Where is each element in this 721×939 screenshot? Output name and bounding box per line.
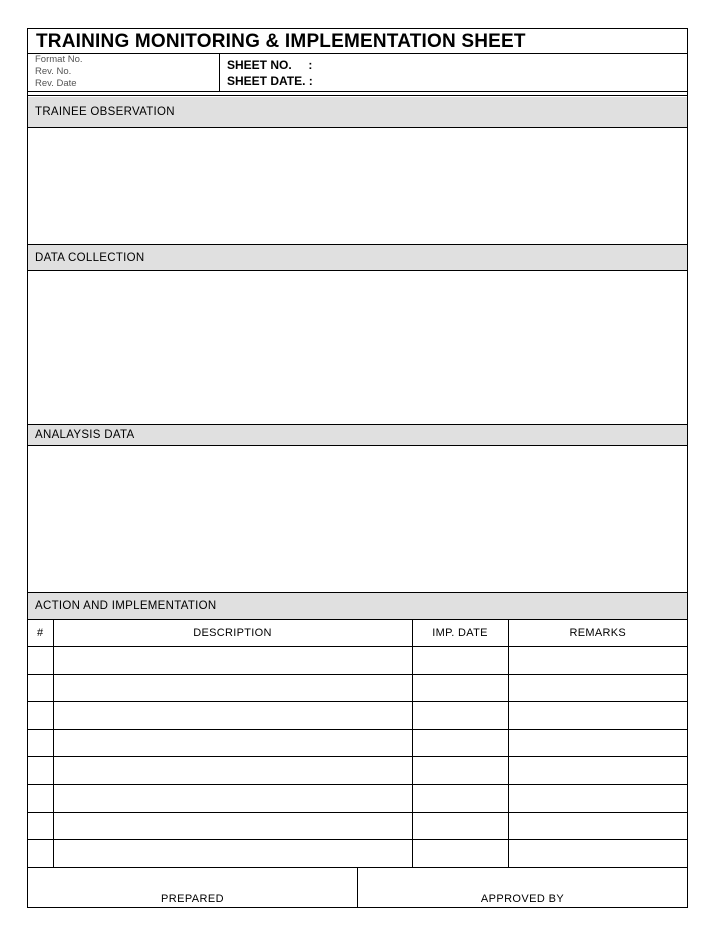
- column-header-description: DESCRIPTION: [53, 619, 412, 647]
- remarks-cell[interactable]: [508, 840, 687, 868]
- remarks-cell[interactable]: [508, 729, 687, 757]
- description-cell[interactable]: [53, 784, 412, 812]
- table-row: [28, 702, 687, 730]
- rev-date-label: Rev. Date: [35, 78, 77, 89]
- remarks-cell[interactable]: [508, 757, 687, 785]
- analysis-data-heading: ANALAYSIS DATA: [28, 425, 687, 446]
- row-number-cell[interactable]: [28, 812, 53, 840]
- action-table: [28, 619, 687, 868]
- table-row: [28, 647, 687, 675]
- document-control-block: [28, 54, 220, 91]
- approved-label: APPROVED BY: [480, 893, 565, 905]
- remarks-cell[interactable]: [508, 702, 687, 730]
- trainee-observation-field[interactable]: [28, 128, 687, 245]
- rev-no-label: Rev. No.: [35, 66, 72, 77]
- sheet-date-label: SHEET DATE. :: [227, 74, 313, 88]
- table-row: [28, 840, 687, 868]
- format-no-label: Format No.: [35, 54, 83, 65]
- prepared-signature-box[interactable]: [28, 867, 358, 907]
- table-row: [28, 784, 687, 812]
- table-row: [28, 812, 687, 840]
- remarks-cell[interactable]: [508, 784, 687, 812]
- row-number-cell[interactable]: [28, 757, 53, 785]
- description-cell[interactable]: [53, 812, 412, 840]
- description-cell[interactable]: [53, 674, 412, 702]
- trainee-observation-heading: TRAINEE OBSERVATION: [28, 97, 687, 128]
- imp-date-cell[interactable]: [412, 647, 508, 675]
- action-table-header: [28, 619, 687, 647]
- approved-signature-box[interactable]: [358, 867, 687, 907]
- description-cell[interactable]: [53, 840, 412, 868]
- data-collection-heading: DATA COLLECTION: [28, 245, 687, 271]
- row-number-cell[interactable]: [28, 702, 53, 730]
- remarks-cell[interactable]: [508, 812, 687, 840]
- imp-date-cell[interactable]: [412, 729, 508, 757]
- table-row: [28, 757, 687, 785]
- column-header-imp-date: IMP. DATE: [412, 619, 508, 647]
- analysis-data-field[interactable]: [28, 446, 687, 593]
- imp-date-cell[interactable]: [412, 674, 508, 702]
- action-implementation-heading: ACTION AND IMPLEMENTATION: [28, 593, 687, 620]
- row-number-cell[interactable]: [28, 647, 53, 675]
- data-collection-field[interactable]: [28, 271, 687, 425]
- column-header-remarks: REMARKS: [508, 619, 687, 647]
- description-cell[interactable]: [53, 647, 412, 675]
- page-title: TRAINING MONITORING & IMPLEMENTATION SHEET: [28, 29, 687, 54]
- imp-date-cell[interactable]: [412, 812, 508, 840]
- column-header-number: #: [28, 619, 53, 647]
- description-cell[interactable]: [53, 757, 412, 785]
- description-cell[interactable]: [53, 702, 412, 730]
- remarks-cell[interactable]: [508, 647, 687, 675]
- sheet-no-label: SHEET NO. :: [227, 58, 313, 72]
- table-row: [28, 674, 687, 702]
- row-number-cell[interactable]: [28, 729, 53, 757]
- description-cell[interactable]: [53, 729, 412, 757]
- imp-date-cell[interactable]: [412, 840, 508, 868]
- table-row: [28, 729, 687, 757]
- remarks-cell[interactable]: [508, 674, 687, 702]
- header-divider: [28, 91, 687, 96]
- prepared-label: PREPARED: [161, 893, 224, 905]
- imp-date-cell[interactable]: [412, 757, 508, 785]
- imp-date-cell[interactable]: [412, 702, 508, 730]
- form-sheet: [27, 28, 688, 908]
- row-number-cell[interactable]: [28, 674, 53, 702]
- imp-date-cell[interactable]: [412, 784, 508, 812]
- sheet-info-block: [220, 54, 687, 91]
- row-number-cell[interactable]: [28, 840, 53, 868]
- row-number-cell[interactable]: [28, 784, 53, 812]
